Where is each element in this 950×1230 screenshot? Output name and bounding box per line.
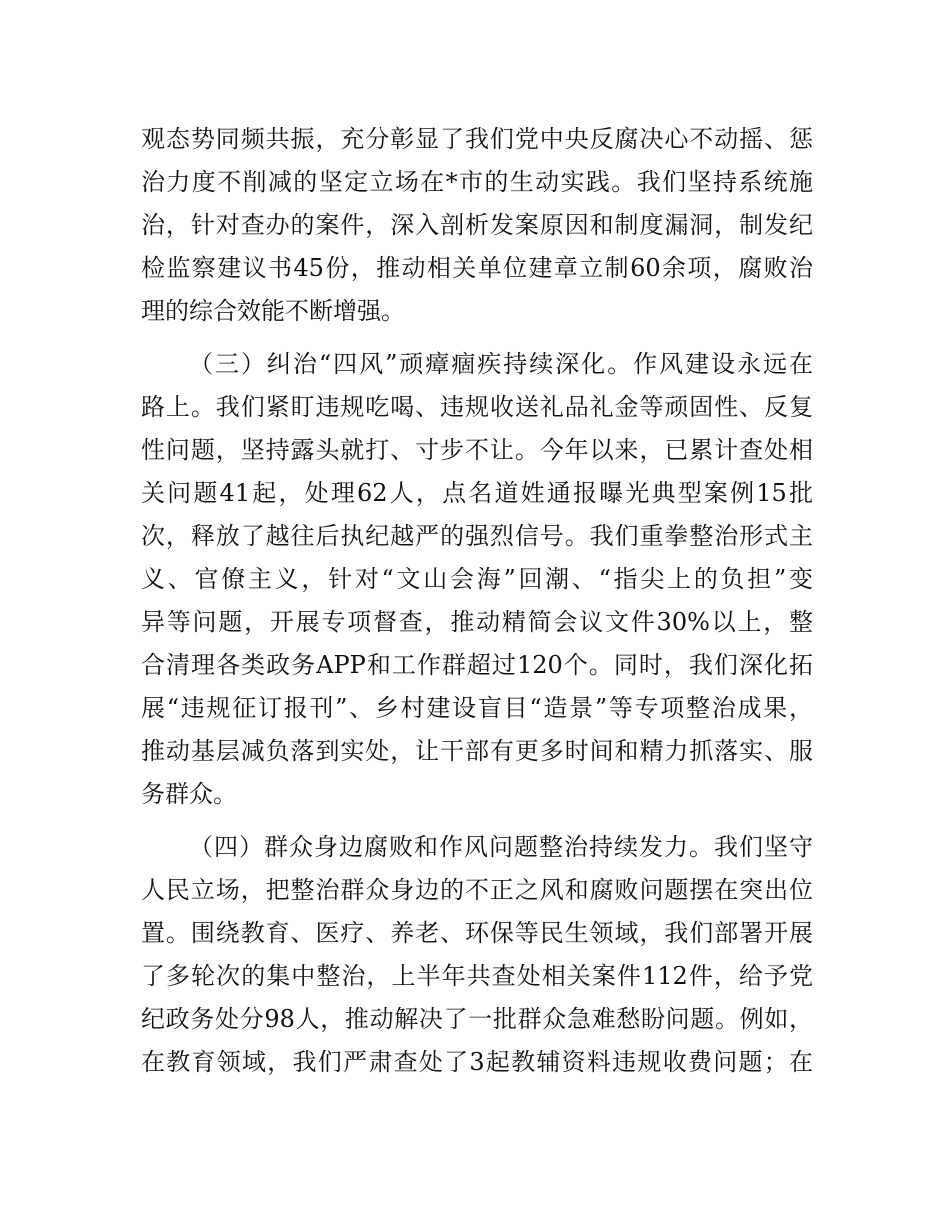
text-line: 推动基层减负落到实处，让干部有更多时间和精力抓落实、服 — [141, 737, 813, 765]
paragraph — [141, 343, 813, 816]
paragraph — [141, 118, 813, 333]
paragraph-spacer — [141, 816, 813, 826]
text-line: 合清理各类政务APP和工作群超过120个。同时，我们深化拓 — [141, 651, 813, 679]
text-line: 务群众。 — [141, 780, 237, 808]
text-line: 次，释放了越往后执纪越严的强烈信号。我们重拳整治形式主 — [141, 522, 813, 550]
text-line: （三）纠治“四风”顽瘴痼疾持续深化。作风建设永远在 — [189, 350, 813, 378]
text-line: （四）群众身边腐败和作风问题整治持续发力。我们坚守 — [189, 833, 813, 861]
text-line: 检监察建议书45份，推动相关单位建章立制60余项，腐败治 — [141, 254, 813, 282]
text-line: 纪政务处分98人，推动解决了一批群众急难愁盼问题。例如， — [141, 1005, 813, 1033]
text-line: 治，针对查办的案件，深入剖析发案原因和制度漏洞，制发纪 — [141, 211, 813, 239]
text-line: 观态势同频共振，充分彰显了我们党中央反腐决心不动摇、惩 — [141, 125, 813, 153]
text-line: 在教育领域，我们严肃查处了3起教辅资料违规收费问题；在 — [141, 1048, 813, 1076]
text-line: 异等问题，开展专项督查，推动精简会议文件30%以上，整 — [141, 608, 813, 636]
text-line: 人民立场，把整治群众身边的不正之风和腐败问题摆在突出位 — [141, 876, 813, 904]
paragraph-spacer — [141, 333, 813, 343]
text-line: 理的综合效能不断增强。 — [141, 297, 405, 325]
text-line: 路上。我们紧盯违规吃喝、违规收送礼品礼金等顽固性、反复 — [141, 393, 813, 421]
paragraph — [141, 826, 813, 1084]
text-line: 义、官僚主义，针对“文山会海”回潮、“指尖上的负担”变 — [141, 565, 813, 593]
text-line: 治力度不削减的坚定立场在*市的生动实践。我们坚持系统施 — [141, 168, 813, 196]
text-line: 展“违规征订报刊”、乡村建设盲目“造景”等专项整治成果， — [141, 694, 813, 722]
text-line: 置。围绕教育、医疗、养老、环保等民生领域，我们部署开展 — [141, 919, 813, 947]
text-line: 了多轮次的集中整治，上半年共查处相关案件112件，给予党 — [141, 962, 813, 990]
document-body — [141, 118, 813, 1084]
text-line: 性问题，坚持露头就打、寸步不让。今年以来，已累计查处相 — [141, 436, 813, 464]
text-line: 关问题41起，处理62人，点名道姓通报曝光典型案例15批 — [141, 479, 813, 507]
